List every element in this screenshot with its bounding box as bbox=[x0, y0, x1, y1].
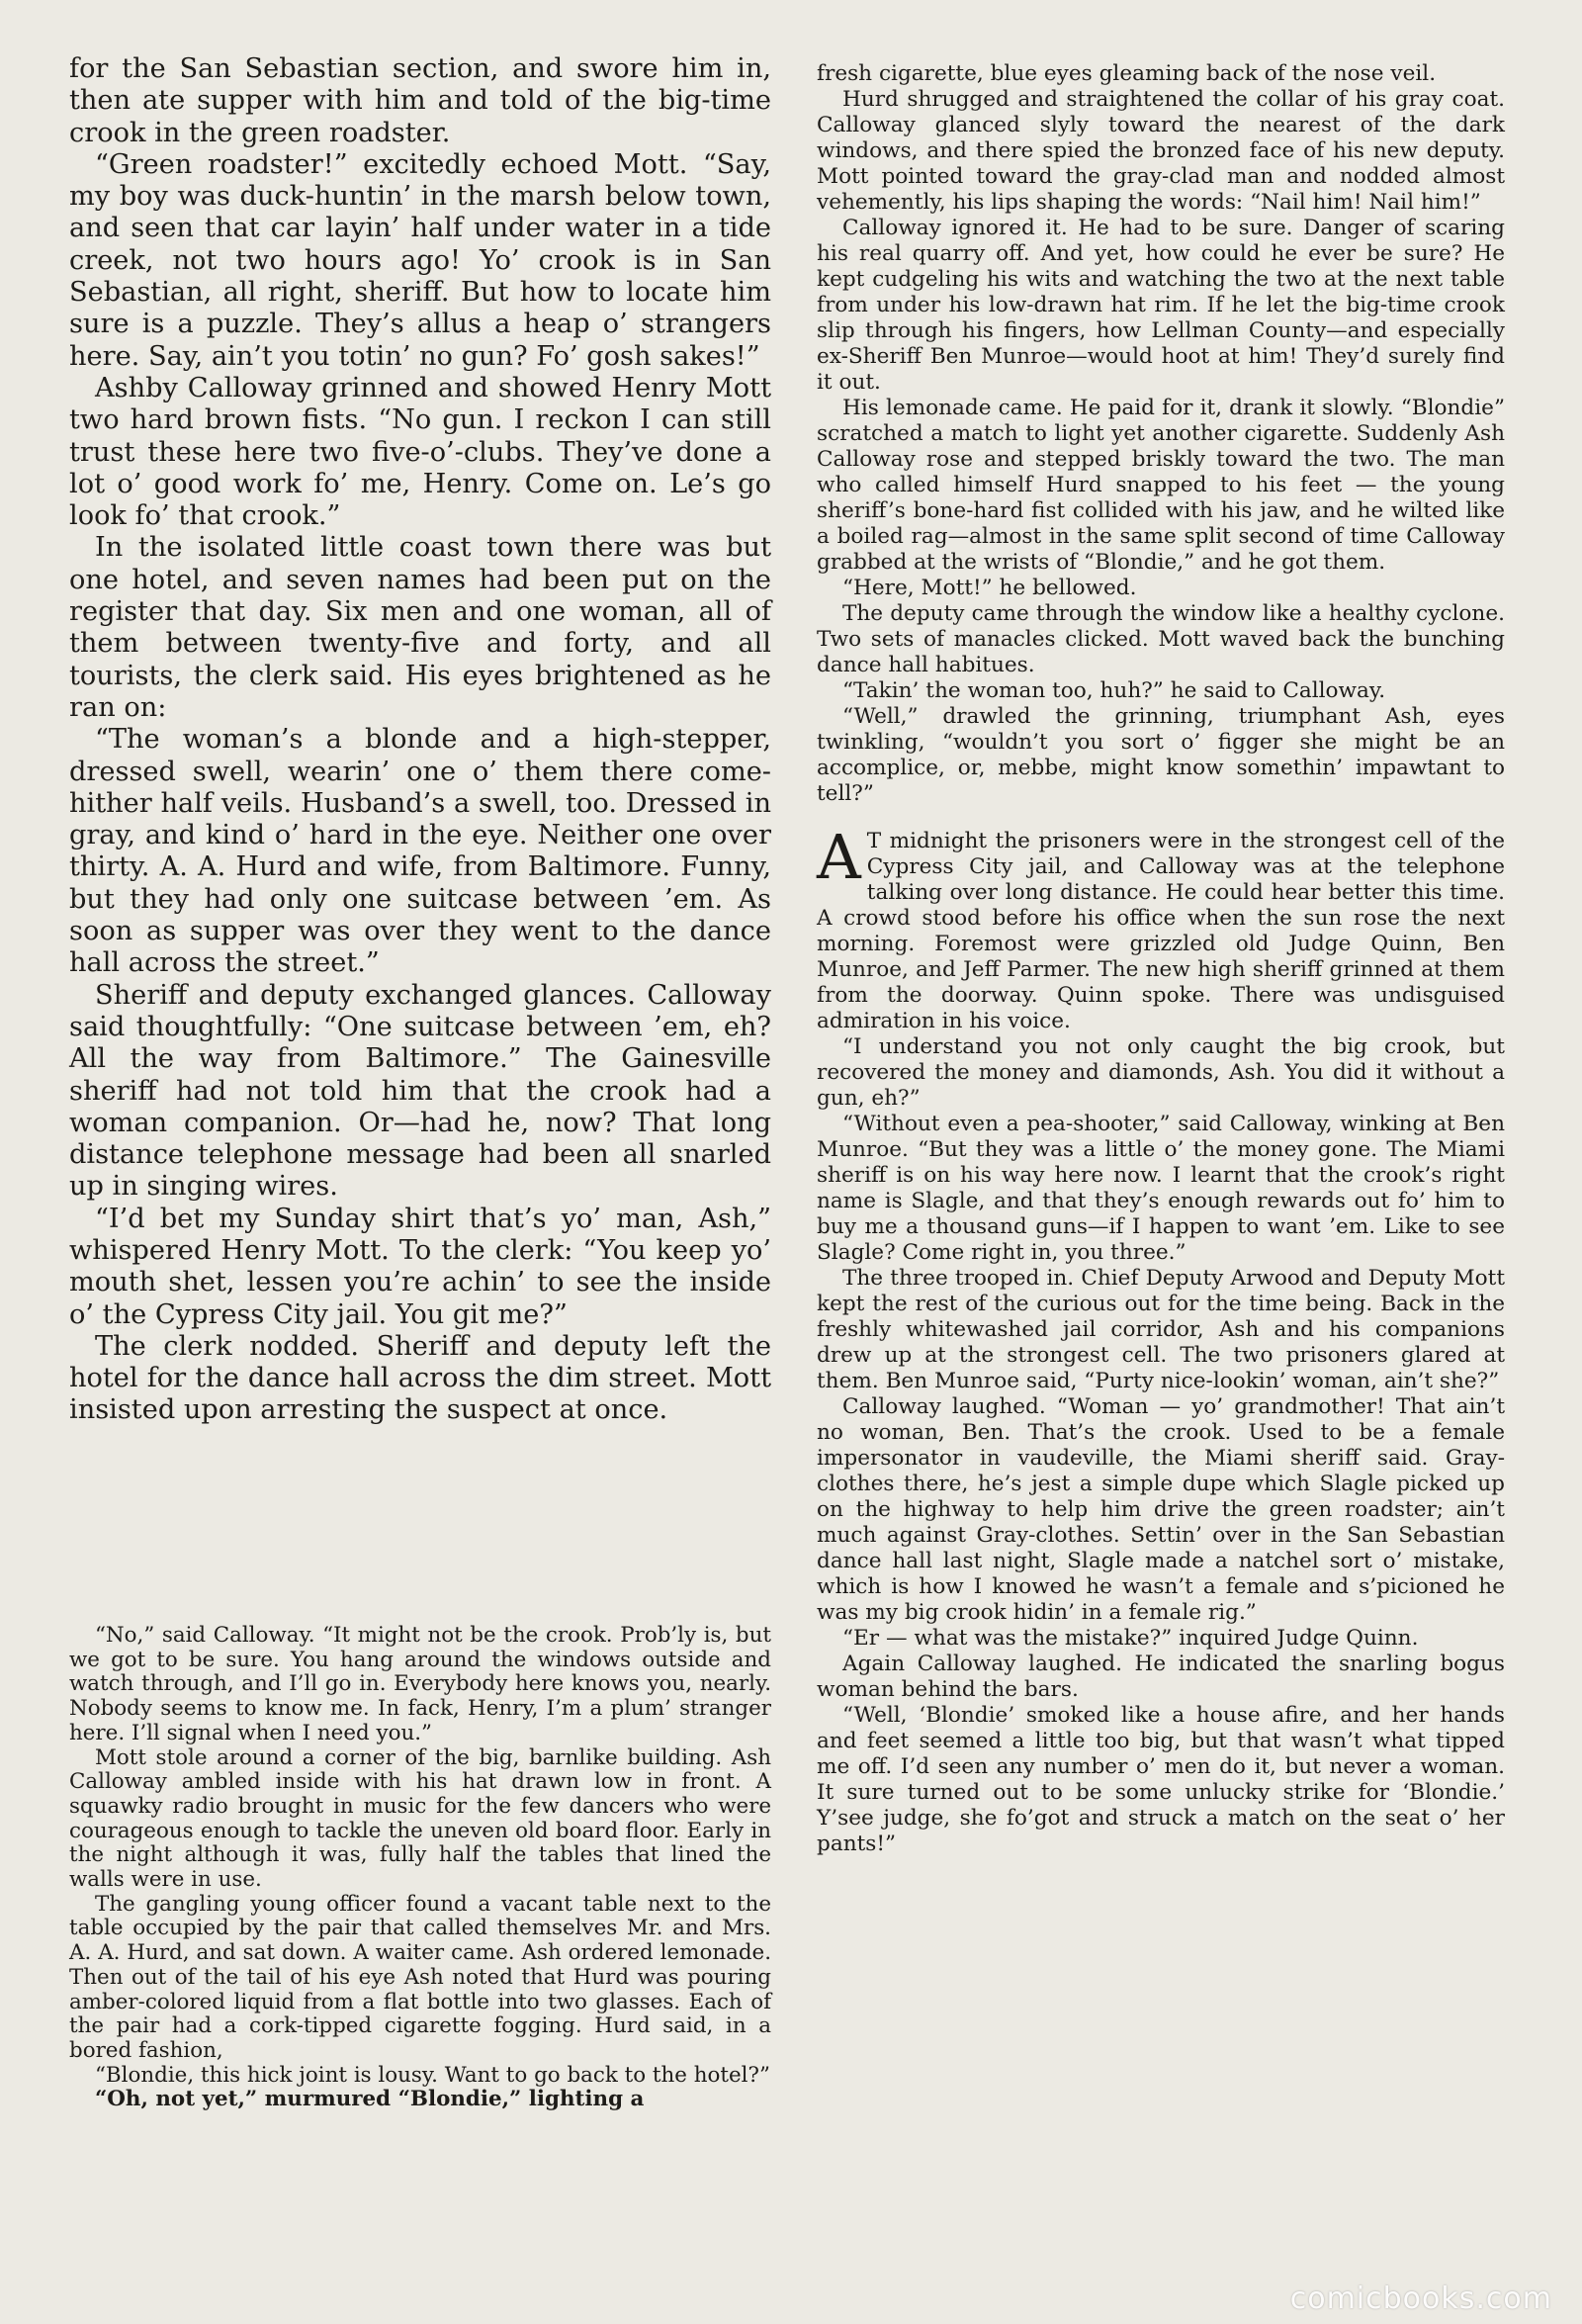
paragraph: “No,” said Calloway. “It might not be the crook. Prob’ly is, but we got to be sure. You hang around the windows outside and watch through, and I’ll go in. Everybody here knows you, nearly. Nobody seems to know me. In fack, Henry, I’m a plum’ stranger here. I’ll signal when I need you.” bbox=[69, 1623, 771, 1745]
paragraph-text: T midnight the prisoners were in the strongest cell of the Cypress City jail, and Calloway was at the telephone talking over long distance. He could hear better this time. A crowd stood before his office when the sun rose the next morning. Foremost were grizzled old Judge Quinn, Ben Munroe, and Jeff Parmer. The new high sheriff grinned at them from the doorway. Quinn spoke. There was undisguised admiration in his voice. bbox=[817, 829, 1505, 1033]
paragraph: The three trooped in. Chief Deputy Arwood and Deputy Mott kept the rest of the curious out for the time being. Back in the freshly whitewashed jail corridor, Ash and his companions drew up at the strongest cell. The two prisoners glared at them. Ben Munroe said, “Purty nice-lookin’ woman, ain’t she?” bbox=[817, 1266, 1505, 1393]
drop-cap: A bbox=[817, 821, 861, 893]
paragraph: The clerk nodded. Sheriff and deputy left the hotel for the dance hall across the dim street. Mott insisted upon arresting the suspect at once. bbox=[69, 1330, 771, 1426]
paragraph: The deputy came through the window like a healthy cyclone. Two sets of manacles clicked. Mott waved back the bunching dance hall habitues. bbox=[817, 601, 1505, 677]
paragraph: Calloway ignored it. He had to be sure. Danger of scaring his real quarry off. And yet, how could he ever be sure? He kept cudgeling his wits and watching the two at the next table from under his low-drawn hat rim. If he let the big-time crook slip through his fingers, how Lellman County—and especially ex-Sheriff Ben Munroe—would hoot at him! They’d surely find it out. bbox=[817, 216, 1505, 395]
paragraph: “Here, Mott!” he bellowed. bbox=[842, 576, 1137, 600]
paragraph: Again Calloway laughed. He indicated the snarling bogus woman behind the bars. bbox=[817, 1652, 1505, 1702]
paragraph: Sheriff and deputy exchanged glances. Calloway said thoughtfully: “One suitcase between ’em, eh? All the way from Baltimore.” The Gainesville sheriff had not told him that the crook had a woman companion. Or—had he, now? That long distance telephone message had been all snarled up in singing wires. bbox=[69, 979, 771, 1203]
paragraph: Ashby Calloway grinned and showed Henry Mott two hard brown fists. “No gun. I reckon I can still trust these here two five-o’-clubs. They’ve done a lot o’ good work fo’ me, Henry. Come on. Le’s go look fo’ that crook.” bbox=[69, 372, 771, 532]
paragraph: for the San Sebastian section, and swore him in, then ate supper with him and told of the big-time crook in the green roadster. bbox=[69, 53, 771, 148]
paragraph: “Blondie, this hick joint is lousy. Want to go back to the hotel?” bbox=[95, 2062, 770, 2088]
paragraph: “Well,” drawled the grinning, triumphant Ash, eyes twinkling, “wouldn’t you sort o’ figger she might be an accomplice, or, mebbe, might know somethin’ impawtant to tell?” bbox=[817, 704, 1505, 806]
paragraph: “Oh, not yet,” murmured “Blondie,” lighting a bbox=[95, 2087, 645, 2112]
left-column-large bbox=[69, 53, 771, 1427]
site-watermark: comicbooks.com bbox=[1289, 2281, 1552, 2316]
paragraph: “Takin’ the woman too, huh?” he said to Calloway. bbox=[842, 678, 1386, 703]
paragraph: Mott stole around a corner of the big, barnlike building. Ash Calloway ambled inside with his hat drawn low in front. A squawky radio brought in music for the few dancers who were courageous enough to tackle the uneven old board floor. Early in the night although it was, fully half the tables that lined the walls were in use. bbox=[69, 1744, 771, 1893]
paragraph: “I’d bet my Sunday shirt that’s yo’ man, Ash,” whispered Henry Mott. To the clerk: “You keep yo’ mouth shet, lessen you’re achin’ to see the inside o’ the Cypress City jail. You git me?” bbox=[69, 1203, 771, 1330]
paragraph: “Well, ‘Blondie’ smoked like a house afire, and her hands and feet seemed a little too big, but that wasn’t what tipped me off. I’d seen any number o’ men do it, but never a woman. It sure turned out to be some unlucky strike for ‘Blondie.’ Y’see judge, she fo’got and struck a match on the seat o’ her pants!” bbox=[817, 1703, 1505, 1856]
right-column bbox=[817, 61, 1505, 1857]
paragraph: His lemonade came. He paid for it, drank it slowly. “Blondie” scratched a match to light yet another cigarette. Suddenly Ash Calloway rose and stepped briskly toward the two. The man who called himself Hurd snapped to his feet — the young sheriff’s bone-hard fist collided with his jaw, and he wilted like a boiled rag—almost in the same split second of time Calloway grabbed at the wrists of “Blondie,” and he got them. bbox=[817, 396, 1505, 575]
paragraph: “Without even a pea-shooter,” said Calloway, winking at Ben Munroe. “But they was a little o’ the money gone. The Miami sheriff is on his way here now. I learnt that the crook’s right name is Slagle, and that they’s enough rewards out fo’ him to buy me a thousand guns—if I happen to want ’em. Like to see Slagle? Come right in, you three.” bbox=[817, 1112, 1505, 1265]
section-opening-paragraph bbox=[817, 821, 1505, 1034]
paragraph: “I understand you not only caught the big crook, but recovered the money and diamonds, Ash. You did it without a gun, eh?” bbox=[817, 1034, 1505, 1111]
paragraph: Hurd shrugged and straightened the collar of his gray coat. Calloway glanced slyly toward the nearest of the dark windows, and there spied the bronzed face of his new deputy. Mott pointed toward the gray-clad man and nodded almost vehemently, his lips shaping the words: “Nail him! Nail him!” bbox=[817, 87, 1505, 215]
paragraph: In the isolated little coast town there was but one hotel, and seven names had been put on the register that day. Six men and one woman, all of them between twenty-five and forty, and all tourists, the clerk said. His eyes brightened as he ran on: bbox=[69, 532, 771, 723]
paragraph: Calloway laughed. “Woman — yo’ grandmother! That ain’t no woman, Ben. That’s the crook. Used to be a female impersonator in vaudeville, the Miami sheriff said. Gray-clothes there, he’s jest a simple dupe which Slagle picked up on the highway to help him drive the green roadster; ain’t much against Gray-clothes. Settin’ over in the San Sebastian dance hall last night, Slagle made a natchel sort o’ mistake, which is how I knowed he wasn’t a female and s’picioned he was my big crook hidin’ in a female rig.” bbox=[817, 1394, 1505, 1625]
left-column-small bbox=[69, 1624, 771, 2112]
paragraph: “Er — what was the mistake?” inquired Judge Quinn. bbox=[842, 1626, 1419, 1651]
paragraph: “Green roadster!” excitedly echoed Mott. “Say, my boy was duck-huntin’ in the marsh below town, and seen that car layin’ half under water in a tide creek, not two hours ago! Yo’ crook is in San Sebastian, all right, sheriff. But how to locate him sure is a puzzle. They’s allus a heap o’ strangers here. Say, ain’t you totin’ no gun? Fo’ gosh sakes!” bbox=[69, 148, 771, 372]
paragraph: “The woman’s a blonde and a high-stepper, dressed swell, wearin’ one o’ them there come-hither half veils. Husband’s a swell, too. Dressed in gray, and kind o’ hard in the eye. Neither one over thirty. A. A. Hurd and wife, from Baltimore. Funny, but they had only one suitcase between ’em. As soon as supper was over they went to the dance hall across the street.” bbox=[69, 724, 771, 979]
paragraph: The gangling young officer found a vacant table next to the table occupied by the pair that called themselves Mr. and Mrs. A. A. Hurd, and sat down. A waiter came. Ash ordered lemonade. Then out of the tail of his eye Ash noted that Hurd was pouring amber-colored liquid from a flat bottle into two glasses. Each of the pair had a cork-tipped cigarette fogging. Hurd said, in a bored fashion, bbox=[69, 1891, 771, 2063]
paragraph: fresh cigarette, blue eyes gleaming back of the nose veil. bbox=[817, 61, 1437, 86]
